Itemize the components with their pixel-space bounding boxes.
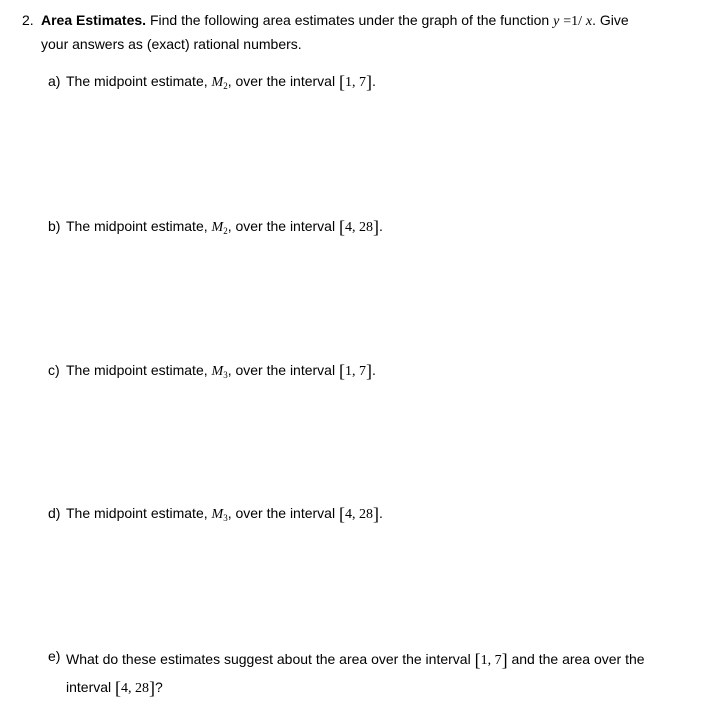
part-d-period: . [378,505,383,521]
left-bracket: [ [115,678,122,698]
part-e-question-middle: and the area over the [511,651,645,667]
interval-values: 1, 7 [344,75,366,90]
midpoint-symbol: M [211,364,224,379]
part-e-question-cont: interval [66,679,112,695]
problem-intro [41,9,629,56]
problem-number: 2. [22,12,34,28]
right-bracket: ] [149,678,156,698]
part-e-question-mark: ? [155,679,163,695]
part-d-prefix: The midpoint estimate, [66,505,208,521]
formula-equals-fraction: =1/ [563,14,582,29]
part-b [48,216,383,242]
left-bracket: [ [474,650,481,670]
left-bracket: [ [338,217,345,237]
part-e-line-1 [66,646,645,674]
left-bracket: [ [338,361,345,381]
midpoint-subscript: 2 [223,81,228,91]
part-a-prefix: The midpoint estimate, [66,73,208,89]
part-a-middle: , over the interval [227,73,336,89]
interval-values: 4, 28 [344,220,373,235]
part-c-prefix: The midpoint estimate, [66,362,208,378]
part-e [48,646,645,702]
interval-values: 4, 28 [121,681,150,696]
part-c-middle: , over the interval [227,362,336,378]
interval-values: 1, 7 [480,653,502,668]
intro-text-2: . Give [592,12,629,28]
part-e-label: e) [48,648,61,664]
part-d-middle: , over the interval [227,505,336,521]
interval-values: 1, 7 [344,364,366,379]
part-d [48,503,383,529]
left-bracket: [ [338,72,345,92]
part-c-period: . [371,362,376,378]
part-d-text [66,503,383,529]
part-c-label: c) [48,362,60,378]
left-bracket: [ [338,504,345,524]
part-b-text [66,216,383,242]
problem-title: Area Estimates. [41,12,147,28]
midpoint-subscript: 3 [223,513,228,523]
part-b-period: . [378,218,383,234]
right-bracket: ] [365,361,372,381]
midpoint-symbol: M [211,507,224,522]
midpoint-subscript: 2 [223,226,228,236]
midpoint-subscript: 3 [223,370,228,380]
part-e-line-2 [66,674,645,702]
part-a-text [66,71,376,97]
part-b-label: b) [48,218,61,234]
right-bracket: ] [365,72,372,92]
part-c [48,360,376,386]
part-b-middle: , over the interval [227,218,336,234]
part-b-prefix: The midpoint estimate, [66,218,208,234]
intro-text-1: Find the following area estimates under the graph of the function [149,12,550,28]
intro-line-1 [41,9,629,33]
midpoint-symbol: M [211,220,224,235]
right-bracket: ] [372,217,379,237]
midpoint-symbol: M [211,75,224,90]
right-bracket: ] [501,650,508,670]
problem-header [22,9,629,56]
part-a-label: a) [48,73,61,89]
part-a-period: . [371,73,376,89]
part-e-text [66,646,645,702]
part-c-text [66,360,376,386]
part-e-question-start: What do these estimates suggest about the area over the interval [66,651,471,667]
part-a [48,71,376,97]
right-bracket: ] [372,504,379,524]
formula-var-y: y [553,14,560,29]
intro-line-2: your answers as (exact) rational numbers. [41,36,302,52]
formula-var-x: x [585,14,593,29]
part-d-label: d) [48,505,61,521]
interval-values: 4, 28 [344,507,373,522]
